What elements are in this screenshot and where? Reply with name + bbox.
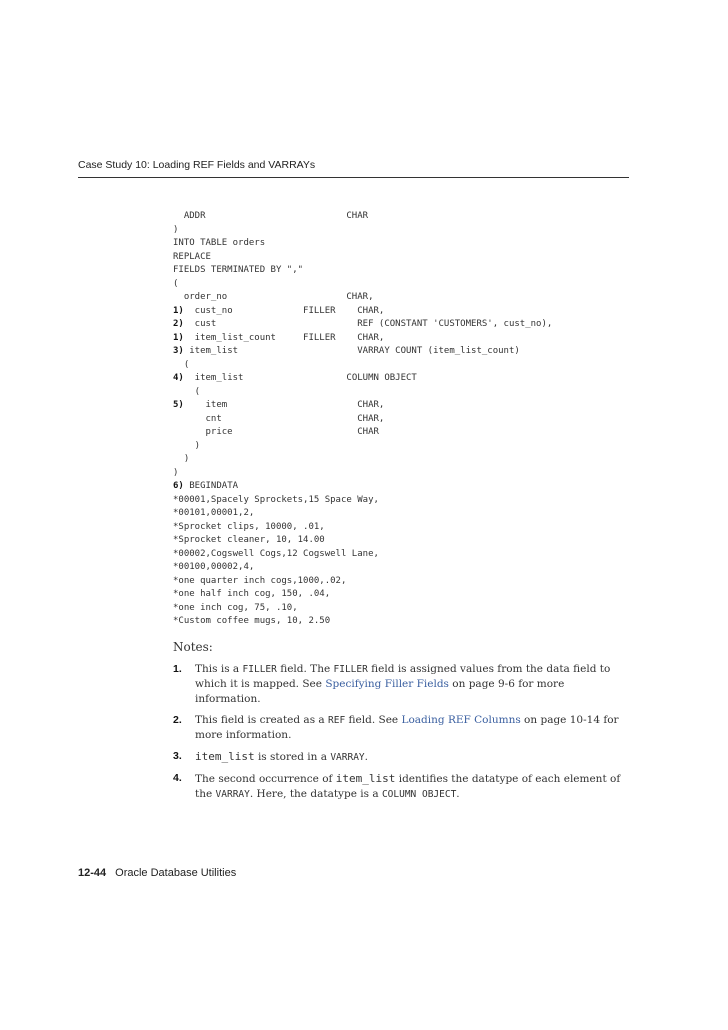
code-line [173, 534, 552, 548]
code-term: VARRAY [330, 752, 365, 763]
code-text: order_no CHAR, [173, 292, 374, 302]
book-title: Oracle Database Utilities [115, 867, 237, 879]
code-text: ) [173, 224, 179, 235]
code-line [173, 561, 552, 575]
page-number: 12-44 [78, 867, 107, 879]
code-term: VARRAY [215, 789, 250, 800]
code-text: *Sprocket cleaner, 10, 14.00 [173, 535, 325, 545]
code-line [173, 575, 552, 589]
code-line [173, 507, 552, 521]
note-number: 2. [173, 714, 182, 726]
code-text: *00101,00001,2, [173, 508, 255, 518]
code-line [173, 345, 552, 359]
code-line [173, 264, 552, 278]
code-line [173, 413, 552, 427]
code-text: ( [173, 278, 179, 289]
code-text: *Sprocket clips, 10000, .01, [173, 521, 325, 532]
code-line [173, 440, 552, 454]
code-text: item_list COLUMN OBJECT [183, 373, 417, 383]
code-text: cust_no FILLER CHAR, [183, 305, 385, 316]
code-line [173, 278, 552, 292]
control-file-listing [173, 210, 552, 629]
code-line [173, 237, 552, 251]
code-text: ) [173, 454, 190, 464]
code-text: *one quarter inch cogs,1000,.02, [173, 575, 347, 586]
code-text: cnt CHAR, [173, 413, 385, 424]
code-text: ( [173, 359, 190, 370]
code-text: *00002,Cogswell Cogs,12 Cogswell Lane, [173, 548, 379, 559]
code-text: item_list_count FILLER CHAR, [183, 332, 385, 343]
page-footer [78, 867, 236, 879]
code-term: COLUMN OBJECT [381, 789, 457, 800]
code-term: item_list [195, 750, 255, 763]
code-line [173, 602, 552, 616]
code-text: ) [173, 467, 179, 478]
code-callout-number: 6) [173, 481, 184, 491]
code-callout-number: 4) [173, 373, 184, 383]
code-callout-number: 3) [173, 346, 184, 356]
code-line [173, 224, 552, 238]
code-line [173, 588, 552, 602]
note-4: 4. The second occurrence of item_list identifies the datatype of each element of the VARRAY. Here, the datatype is a COLUMN OBJECT. [173, 772, 621, 800]
loading-ref-columns-link[interactable]: Loading REF Columns [401, 714, 521, 726]
code-text: cust REF (CONSTANT 'CUSTOMERS', cust_no), [183, 319, 553, 329]
code-text: item CHAR, [183, 400, 385, 410]
code-line [173, 615, 552, 629]
note-1: 1. This is a FILLER field. The FILLER field is assigned values from the data field to which it is mapped. See Specifying Filler Fields on page 9-6 for more information. [173, 663, 611, 705]
note-number: 1. [173, 663, 182, 675]
code-text: item_list VARRAY COUNT (item_list_count) [183, 346, 520, 356]
running-header: Case Study 10: Loading REF Fields and VARRAYs [78, 159, 316, 171]
code-term: item_list [335, 772, 396, 785]
code-line [173, 386, 552, 400]
code-line [173, 399, 552, 413]
code-text: REPLACE [173, 251, 211, 262]
code-text: ( [173, 386, 201, 397]
code-line [173, 521, 552, 535]
code-text: price CHAR [173, 427, 379, 437]
code-text: ) [173, 440, 201, 451]
notes-list [173, 662, 633, 808]
code-term: FILLER [333, 664, 368, 675]
code-callout-number: 5) [173, 400, 184, 410]
code-line [173, 251, 552, 265]
code-term: FILLER [242, 664, 277, 675]
code-text: BEGINDATA [183, 481, 239, 491]
code-line [173, 372, 552, 386]
code-text: INTO TABLE orders [173, 238, 266, 248]
code-line [173, 426, 552, 440]
code-text: *one half inch cog, 150, .04, [173, 589, 331, 599]
code-line [173, 305, 552, 319]
code-line [173, 359, 552, 373]
code-line [173, 291, 552, 305]
code-line [173, 453, 552, 467]
code-callout-number: 2) [173, 319, 184, 329]
notes-heading: Notes: [173, 640, 213, 654]
code-text: *one inch cog, 75, .10, [173, 602, 298, 613]
code-line [173, 318, 552, 332]
note-number: 3. [173, 750, 182, 762]
code-text: *Custom coffee mugs, 10, 2.50 [173, 616, 331, 626]
code-line [173, 332, 552, 346]
code-line [173, 210, 552, 224]
code-callout-number: 1) [173, 305, 184, 316]
note-number: 4. [173, 772, 182, 784]
code-line [173, 494, 552, 508]
code-term: REF [328, 715, 346, 726]
note-2: 2. This field is created as a REF field. See Loading REF Columns on page 10-14 for more information. [173, 714, 619, 741]
code-line [173, 548, 552, 562]
note-3: 3. item_list is stored in a VARRAY. [173, 750, 368, 763]
code-text: ADDR CHAR [173, 211, 369, 221]
specifying-filler-fields-link[interactable]: Specifying Filler Fields [325, 678, 449, 690]
code-text: FIELDS TERMINATED BY "," [173, 265, 304, 275]
code-text: *00100,00002,4, [173, 562, 255, 572]
code-callout-number: 1) [173, 332, 184, 343]
code-line [173, 480, 552, 494]
code-line [173, 467, 552, 481]
header-rule [78, 177, 629, 178]
code-text: *00001,Spacely Sprockets,15 Space Way, [173, 494, 379, 505]
